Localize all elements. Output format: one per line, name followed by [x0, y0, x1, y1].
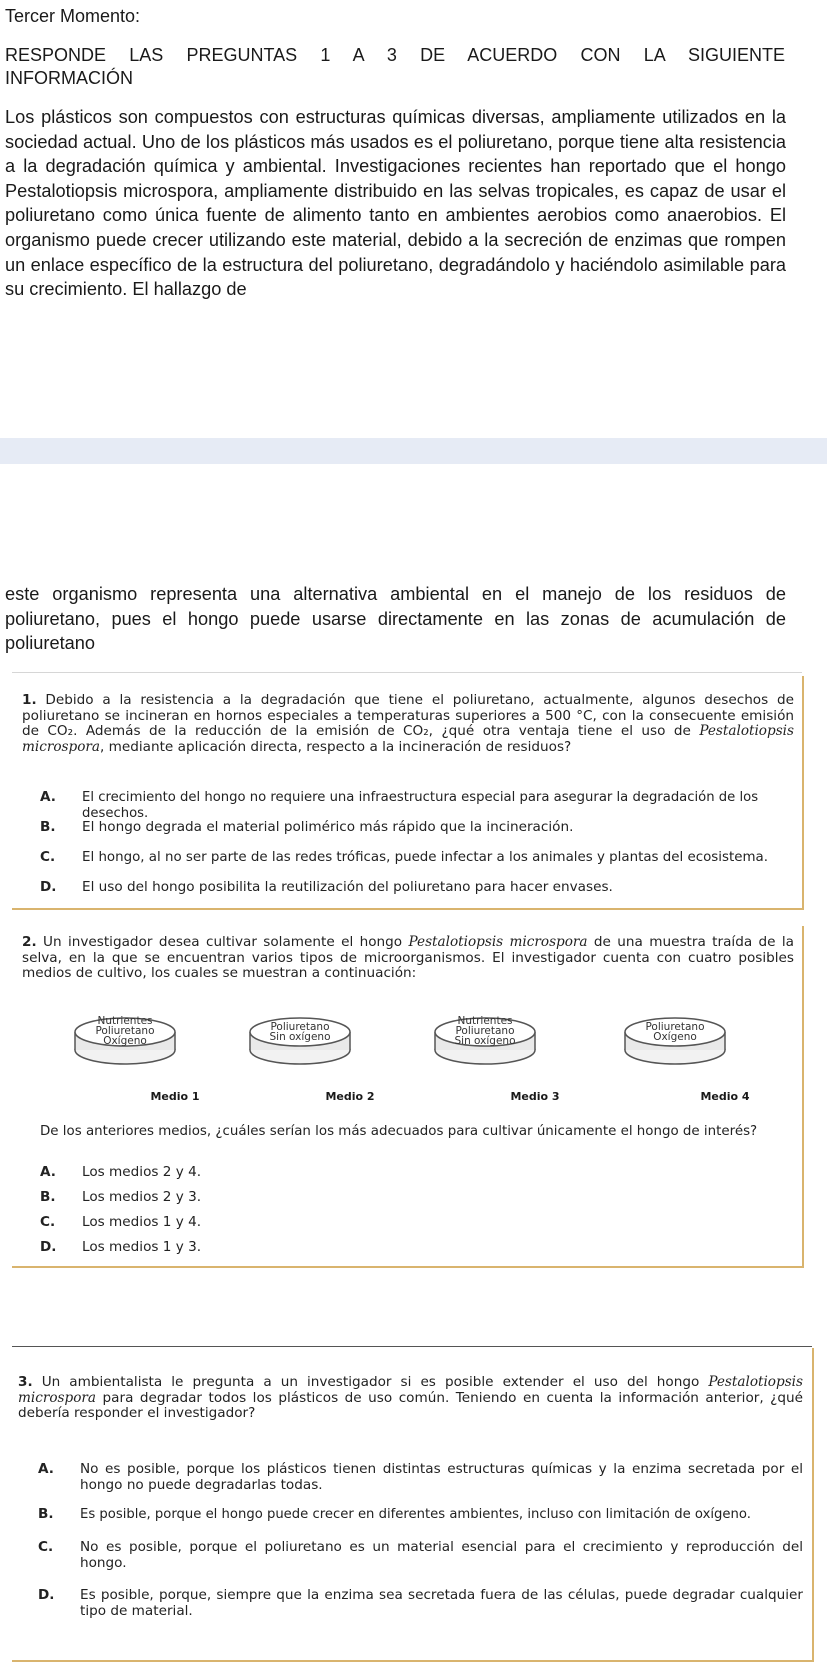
species-name: Pestalotiopsis microspora [18, 1374, 803, 1406]
option-letter: C. [38, 1539, 54, 1555]
option-text: Es posible, porque, siempre que la enzima sea secretada fuera de las células, puede degradar cualquier tipo de material. [80, 1587, 803, 1619]
culture-media-diagram [60, 1005, 800, 1085]
option-text: El hongo degrada el material polimérico más rápido que la incineración. [82, 819, 574, 835]
medio-3-line-1: Nutrientes [457, 1015, 513, 1027]
petri-dish-1 [75, 1015, 175, 1064]
option-letter: C. [40, 849, 56, 865]
question-3-stem [18, 1375, 803, 1422]
option-letter: D. [38, 1587, 55, 1603]
option-letter: A. [38, 1461, 54, 1477]
option-text: Es posible, porque el hongo puede crecer en diferentes ambientes, incluso con limitación de oxígeno. [80, 1507, 751, 1522]
petri-dish-3 [435, 1015, 535, 1064]
option-text: Los medios 1 y 3. [82, 1239, 202, 1255]
medio-3-label: Medio 3 [510, 1090, 560, 1103]
option-letter: A. [40, 1164, 56, 1180]
option-letter: B. [40, 819, 56, 835]
passage-paragraph-2: este organismo representa una alternativa ambiental en el manejo de los residuos de poliuretano, pues el hongo puede usarse directamente en las zonas de acumulación de poliuretano [5, 584, 786, 654]
question-2-text: Un investigador desea cultivar solamente el hongo [43, 934, 403, 950]
option-text: El crecimiento del hongo no requiere una infraestructura especial para asegurar la degradación de los desechos. [82, 790, 759, 821]
option-letter: B. [40, 1189, 56, 1205]
medio-3-line-2: Poliuretano [455, 1025, 515, 1037]
instruction-heading-continued: INFORMACIÓN [5, 68, 133, 88]
option-text: Los medios 2 y 3. [82, 1189, 202, 1205]
medio-2-label: Medio 2 [325, 1090, 375, 1103]
option-text: Los medios 2 y 4. [82, 1164, 202, 1180]
species-name: Pestalotiopsis microspora [408, 934, 588, 950]
option-text: No es posible, porque el poliuretano es un material esencial para el crecimiento y reproducción del hongo. [80, 1539, 803, 1571]
question-1-stem [22, 693, 794, 755]
medio-3-line-3: Sin oxígeno [454, 1035, 516, 1047]
option-letter: B. [38, 1506, 54, 1522]
divider [12, 1346, 812, 1347]
medio-4-label: Medio 4 [700, 1090, 750, 1103]
instruction-heading: RESPONDE LAS PREGUNTAS 1 A 3 DE ACUERDO CON LA SIGUIENTE [5, 45, 785, 65]
option-letter: A. [40, 789, 56, 805]
petri-dish-2 [250, 1018, 350, 1064]
question-number: 3. [18, 1374, 33, 1390]
option-letter: D. [40, 879, 57, 895]
medio-1-line-3: Oxígeno [103, 1035, 147, 1047]
medio-2-line-2: Sin oxígeno [269, 1031, 331, 1043]
option-text: Los medios 1 y 4. [82, 1214, 202, 1230]
option-letter: D. [40, 1239, 57, 1255]
question-3-text-end: para degradar todos los plásticos de uso común. Teniendo en cuenta la información anterior, ¿qué debería responder el investigador? [18, 1389, 803, 1421]
option-text: El hongo, al no ser parte de las redes tróficas, puede infectar a los animales y plantas del ecosistema. [82, 850, 768, 865]
option-letter: C. [40, 1214, 56, 1230]
medio-1-line-1: Nutrientes [97, 1015, 153, 1027]
question-2-text-end: de una muestra traída de la selva, en la que se encuentran varios tipos de microorganismos. El investigador cuenta con cuatro posibles medios de cultivo, los cuales se muestran a continuación: [22, 934, 795, 981]
question-1-text-end: , mediante aplicación directa, respecto a la incineración de residuos? [100, 738, 572, 755]
question-2-prompt: De los anteriores medios, ¿cuáles serían los más adecuados para cultivar únicamente el hongo de interés? [40, 1124, 758, 1139]
question-number: 1. [22, 692, 37, 708]
question-number: 2. [22, 934, 37, 950]
option-text: El uso del hongo posibilita la reutilización del poliuretano para hacer envases. [82, 879, 613, 895]
divider [12, 672, 802, 673]
medio-4-line-2: Oxígeno [653, 1031, 697, 1043]
question-3-text: Un ambientalista le pregunta a un investigador si es posible extender el uso del hongo [41, 1374, 700, 1390]
medio-1-label: Medio 1 [150, 1090, 200, 1103]
medio-4-line-1: Poliuretano [645, 1021, 705, 1033]
option-text: No es posible, porque los plásticos tienen distintas estructuras químicas y la enzima secretada por el hongo no puede degradarlas todas. [80, 1461, 803, 1493]
question-1-text: Debido a la resistencia a la degradación que tiene el poliuretano, actualmente, algunos desechos de poliuretano se incineran en hornos especiales a temperaturas superiores a 500 °C, con la consecuente emisión de CO₂. Además de la reducción de la emisión de CO₂, ¿qué otra ventaja tiene el uso de [22, 692, 794, 739]
species-name: Pestalotiopsis microspora [22, 723, 794, 755]
passage-paragraph-1: Los plásticos son compuestos con estructuras químicas diversas, ampliamente utilizados en la sociedad actual. Uno de los plásticos más usados es el poliuretano, porque tiene alta resistencia a la degradación química y ambiental. Investigaciones recientes han reportado que el hongo Pestalotiopsis microspora, ampliamente distribuido en las selvas tropicales, es capaz de usar el poliuretano como única fuente de alimento tanto en ambientes aerobios como anaerobios. El organismo puede crecer utilizando este material, debido a la secreción de enzimas que rompen un enlace específico de la estructura del poliuretano, degradándolo y haciéndolo asimilable para su crecimiento. El hallazgo de [5, 107, 786, 300]
medio-1-line-2: Poliuretano [95, 1025, 155, 1037]
page-title: Tercer Momento: [5, 6, 141, 26]
medio-2-line-1: Poliuretano [270, 1021, 330, 1033]
petri-dish-4 [625, 1018, 725, 1064]
page-break-band [0, 438, 827, 464]
question-2-stem [22, 935, 794, 982]
